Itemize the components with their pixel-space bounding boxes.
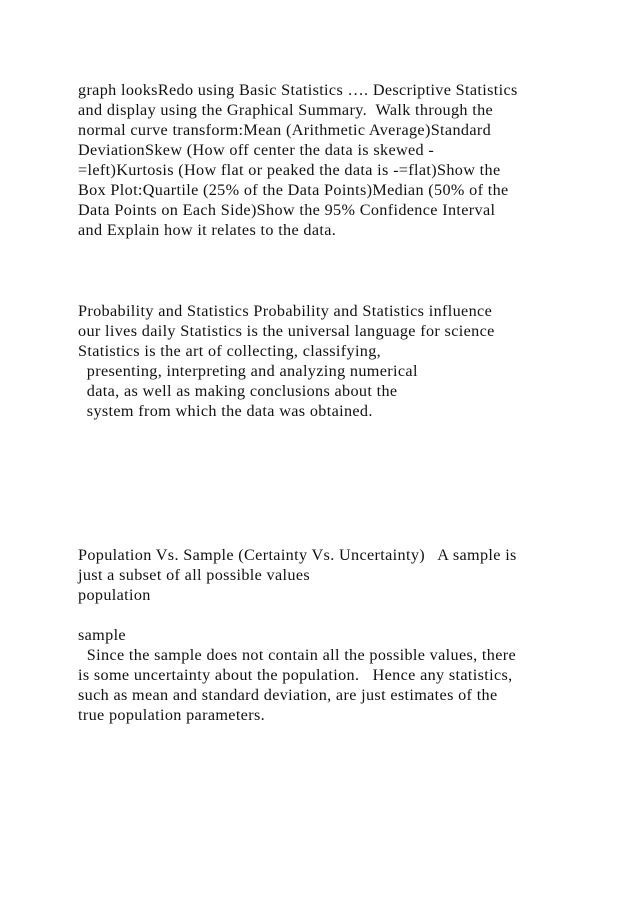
text-line: Statistics is the art of collecting, classifying, bbox=[78, 342, 382, 360]
text-line: true population parameters. bbox=[78, 706, 265, 724]
text-line: Population Vs. Sample (Certainty Vs. Uncertainty) A sample is bbox=[78, 546, 517, 564]
text-line: just a subset of all possible values bbox=[78, 566, 311, 584]
text-line: and Explain how it relates to the data. bbox=[78, 221, 337, 239]
text-line: sample bbox=[78, 626, 126, 644]
text-line: Box Plot:Quartile (25% of the Data Points)Median (50% of the bbox=[78, 181, 509, 199]
text-line: Data Points on Each Side)Show the 95% Confidence Interval bbox=[78, 201, 496, 219]
text-line: is some uncertainty about the population. Hence any statistics, bbox=[78, 666, 513, 684]
text-line: data, as well as making conclusions about the bbox=[78, 382, 398, 400]
text-line: Probability and Statistics Probability and Statistics influence bbox=[78, 302, 493, 320]
text-line: such as mean and standard deviation, are just estimates of the bbox=[78, 686, 498, 704]
text-line: =left)Kurtosis (How flat or peaked the data is -=flat)Show the bbox=[78, 161, 501, 179]
text-line: system from which the data was obtained. bbox=[78, 402, 373, 420]
text-line: our lives daily Statistics is the universal language for science bbox=[78, 322, 495, 340]
text-line: presenting, interpreting and analyzing numerical bbox=[78, 362, 418, 380]
text-line: population bbox=[78, 586, 151, 604]
text-line: and display using the Graphical Summary. Walk through the bbox=[78, 101, 494, 119]
text-line: normal curve transform:Mean (Arithmetic Average)Standard bbox=[78, 121, 492, 139]
text-line: graph looksRedo using Basic Statistics …. Descriptive Statistics bbox=[78, 81, 518, 99]
text-line: Since the sample does not contain all the possible values, there bbox=[78, 646, 517, 664]
text-line: DeviationSkew (How off center the data is skewed - bbox=[78, 141, 435, 159]
